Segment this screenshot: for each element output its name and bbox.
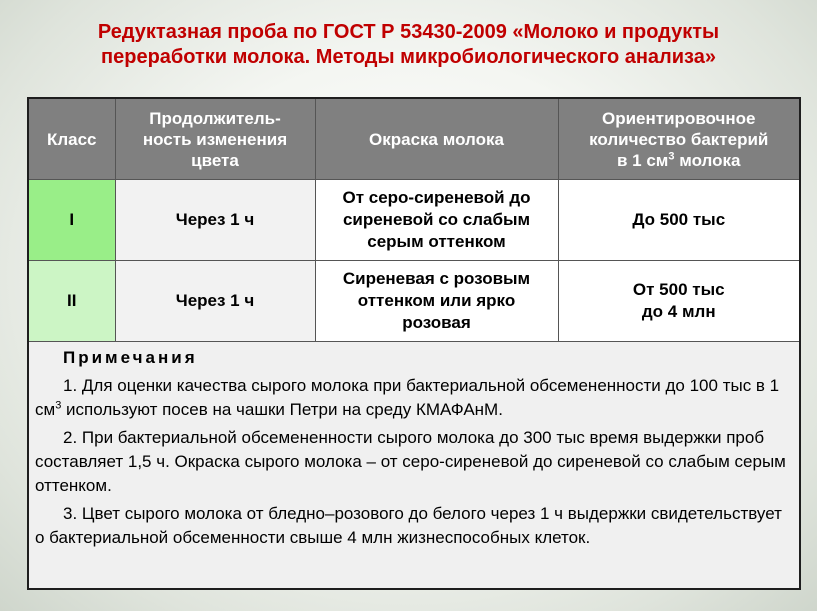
header-milk-color: Окраска молока bbox=[315, 98, 558, 180]
duration-cell: Через 1 ч bbox=[115, 180, 315, 261]
table-header-row bbox=[28, 98, 800, 180]
page-title bbox=[0, 20, 817, 70]
header-class: Класс bbox=[28, 98, 115, 180]
bacteria-count-cell: До 500 тыс bbox=[558, 180, 800, 261]
milk-color-cell: Сиреневая с розовым оттенком или ярко розовая bbox=[315, 261, 558, 342]
class-cell: II bbox=[28, 261, 115, 342]
class-cell: I bbox=[28, 180, 115, 261]
header-bacteria-count: Ориентировочное количество бактерий в 1 $см^3$ молока bbox=[558, 98, 800, 180]
note-2: 2. При бактериальной обсемененности сырого молока до 300 тыс время выдержки проб составляет 1,5 ч. Окраска сырого молока – от серо-сиреневой до сиреневой со слабым серым оттенком. bbox=[35, 428, 786, 495]
duration-cell: Через 1 ч bbox=[115, 261, 315, 342]
note-3: 3. Цвет сырого молока от бледно–розового до белого через 1 ч выдержки свидетельствует о бактериальной обсеменности свыше 4 млн жизнеспособных клеток. bbox=[35, 504, 782, 547]
title-line-1: Редуктазная проба по ГОСТ Р 53430-2009 «Молоко и продукты bbox=[97, 21, 720, 43]
table-row bbox=[28, 261, 800, 342]
title-line-2: переработки молока. Методы микробиологического анализа» bbox=[101, 46, 716, 68]
notes-heading: Примечания bbox=[63, 348, 198, 367]
notes-cell bbox=[28, 342, 800, 590]
note-1: 1. Для оценки качества сырого молока при бактериальной обсемененности до 100 тыс в 1 $см^3$ используют посев на чашки Петри на среду КМАФАнМ. bbox=[35, 376, 780, 419]
milk-color-cell: От серо-сиреневой до сиреневой со слабым серым оттенком bbox=[315, 180, 558, 261]
bacteria-count-cell: От 500 тыс до 4 млн bbox=[558, 261, 800, 342]
notes-row bbox=[28, 342, 800, 590]
table-row bbox=[28, 180, 800, 261]
reductase-test-table bbox=[27, 97, 801, 590]
header-duration: Продолжитель- ность изменения цвета bbox=[115, 98, 315, 180]
